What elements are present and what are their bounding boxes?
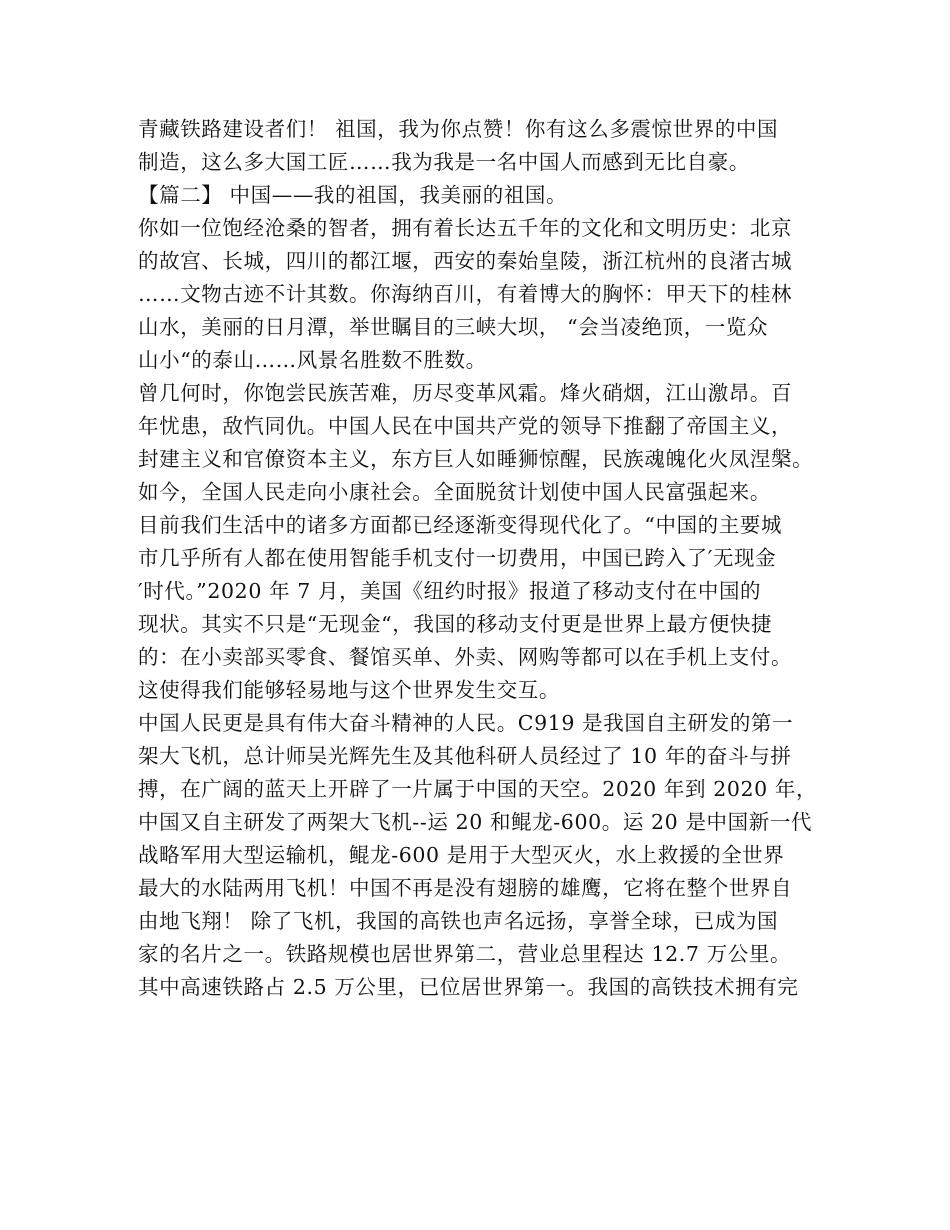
text-line: 最大的水陆两用飞机！中国不再是没有翅膀的雄鹰，它将在整个世界自 bbox=[138, 876, 793, 900]
text-line: 战略军用大型运输机，鲲龙-600 是用于大型灭火，水上救援的全世界 bbox=[138, 843, 785, 867]
essay-text bbox=[138, 113, 838, 1004]
text-line: 封建主义和官僚资本主义，东方巨人如睡狮惊醒，民族魂魄化火凤涅槃。 bbox=[138, 447, 814, 471]
text-line: 其中高速铁路占 2.5 万公里，已位居世界第一。我国的高铁技术拥有完 bbox=[138, 975, 799, 999]
text-line: 现状。其实不只是“无现金“，我国的移动支付更是世界上最方便快捷 bbox=[138, 612, 773, 636]
text-line: 青藏铁路建设者们！ 祖国，我为你点赞！你有这么多震惊世界的中国 bbox=[138, 117, 779, 141]
text-line: ′时代。”2020 年 7 月，美国《纽约时报》报道了移动支付在中国的 bbox=[138, 579, 762, 603]
text-line: 中国又自主研发了两架大飞机--运 20 和鲲龙-600。运 20 是中国新一代 bbox=[138, 810, 813, 834]
text-line: 架大飞机，总计师吴光辉先生及其他科研人员经过了 10 年的奋斗与拼 bbox=[138, 744, 792, 768]
text-line: 山小“的泰山……风景名胜数不胜数。 bbox=[138, 348, 487, 372]
text-line: 山水，美丽的日月潭，举世瞩目的三峡大坝， “会当凌绝顶，一览众 bbox=[138, 315, 769, 339]
text-line: 你如一位饱经沧桑的智者，拥有着长达五千年的文化和文明历史：北京 bbox=[138, 216, 793, 240]
text-line: 由地飞翔！ 除了飞机，我国的高铁也声名远扬，享誉全球，已成为国 bbox=[138, 909, 779, 933]
text-line: 年忧患，敌忾同仇。中国人民在中国共产党的领导下推翻了帝国主义， bbox=[138, 414, 793, 438]
text-line: 这使得我们能够轻易地与这个世界发生交互。 bbox=[138, 678, 560, 702]
text-line: 如今，全国人民走向小康社会。全面脱贫计划使中国人民富强起来。 bbox=[138, 480, 771, 504]
text-line: 制造，这么多大国工匠……我为我是一名中国人而感到无比自豪。 bbox=[138, 150, 750, 174]
text-line: 目前我们生活中的诸多方面都已经逐渐变得现代化了。“中国的主要城 bbox=[138, 513, 783, 537]
text-line: 搏，在广阔的蓝天上开辟了一片属于中国的天空。2020 年到 2020 年， bbox=[138, 777, 818, 801]
section-heading-line: 【篇二】 中国——我的祖国，我美丽的祖国。 bbox=[138, 183, 568, 207]
text-line: ……文物古迹不计其数。你海纳百川，有着博大的胸怀：甲天下的桂林 bbox=[138, 282, 793, 306]
text-line: 的故宫、长城，四川的都江堰，西安的秦始皇陵，浙江杭州的良渚古城 bbox=[138, 249, 793, 273]
text-line: 市几乎所有人都在使用智能手机支付一切费用，中国已跨入了′无现金 bbox=[138, 546, 777, 570]
text-line: 曾几何时，你饱尝民族苦难，历尽变革风霜。烽火硝烟，江山激昂。百 bbox=[138, 381, 793, 405]
text-line: 家的名片之一。铁路规模也居世界第二，营业总里程达 12.7 万公里。 bbox=[138, 942, 792, 966]
text-line: 中国人民更是具有伟大奋斗精神的人民。C919 是我国自主研发的第一 bbox=[138, 711, 794, 735]
text-line: 的：在小卖部买零食、餐馆买单、外卖、网购等都可以在手机上支付。 bbox=[138, 645, 793, 669]
